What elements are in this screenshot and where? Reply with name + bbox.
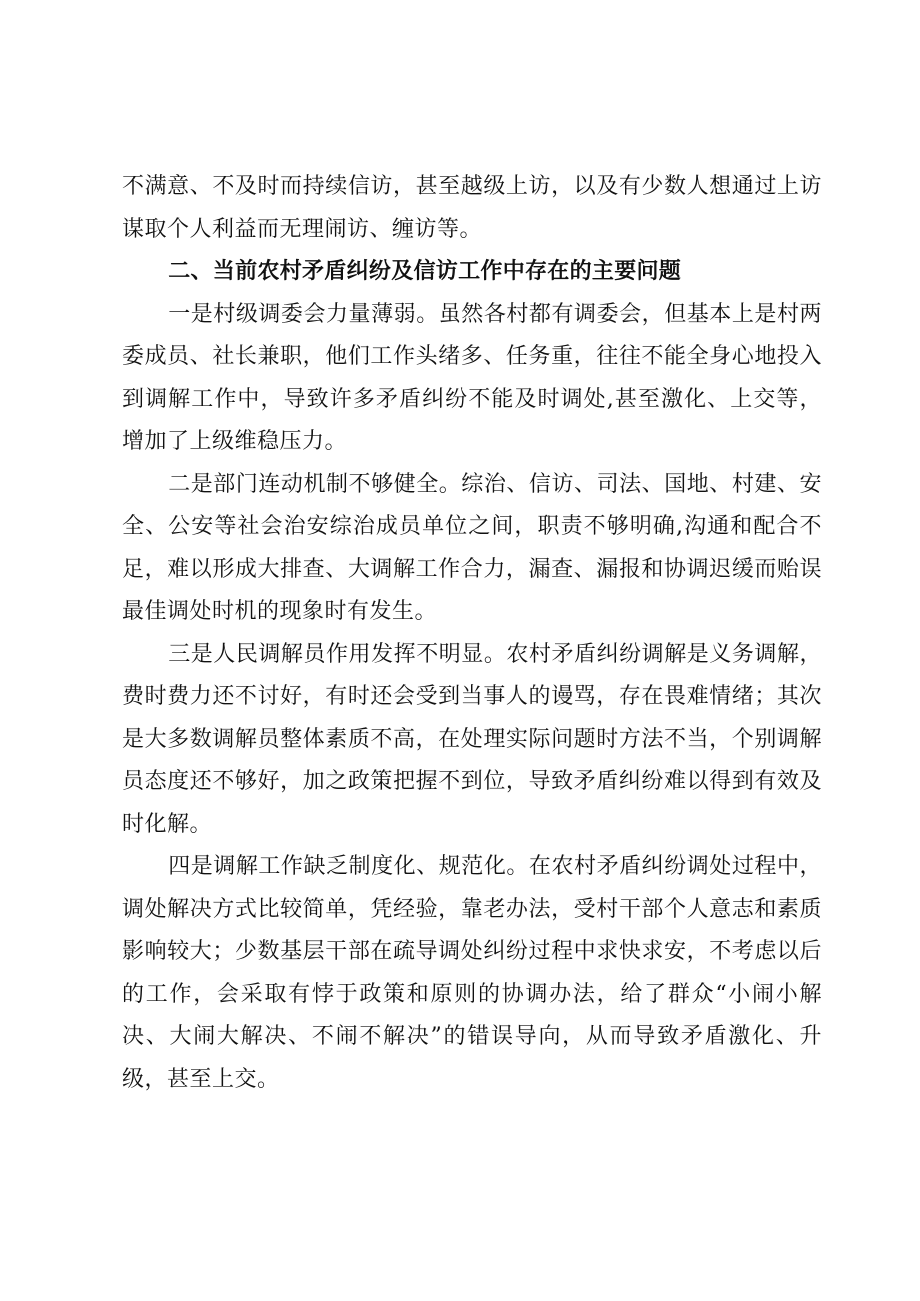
paragraph-continuation: 不满意、不及时而持续信访，甚至越级上访，以及有少数人想通过上访谋取个人利益而无理闹访、缠访等。 [122,174,822,242]
document-body [122,166,822,1101]
paragraph-institutionalization: 四是调解工作缺乏制度化、规范化。在农村矛盾纠纷调处过程中，调处解决方式比较简单，凭经验，靠老办法，受村干部个人意志和素质影响较大；少数基层干部在疏导调处纠纷过程中求快求安，不考虑以后的工作，会采取有悖于政策和原则的协调办法，给了群众“小闹小解决、大闹大解决、不闹不解决”的错误导向，从而导致矛盾激化、升级，甚至上交。 [122,854,822,1092]
paragraph-mediator-role: 三是人民调解员作用发挥不明显。农村矛盾纠纷调解是义务调解，费时费力还不讨好，有时还会受到当事人的谩骂，存在畏难情绪；其次是大多数调解员整体素质不高，在处理实际问题时方法不当，个别调解员态度还不够好，加之政策把握不到位，导致矛盾纠纷难以得到有效及时化解。 [122,641,822,837]
paragraph-department-linkage: 二是部门连动机制不够健全。综治、信访、司法、国地、村建、安全、公安等社会治安综治成员单位之间，职责不够明确,沟通和配合不足，难以形成大排查、大调解工作合力，漏查、漏报和协调迟缓而贻误最佳调处时机的现象时有发生。 [122,471,822,624]
paragraph-village-mediation: 一是村级调委会力量薄弱。虽然各村都有调委会，但基本上是村两委成员、社长兼职，他们工作头绪多、任务重，往往不能全身心地投入到调解工作中，导致许多矛盾纠纷不能及时调处,甚至激化、上交等，增加了上级维稳压力。 [122,301,822,454]
section-heading: 二、当前农村矛盾纠纷及信访工作中存在的主要问题 [168,259,682,284]
